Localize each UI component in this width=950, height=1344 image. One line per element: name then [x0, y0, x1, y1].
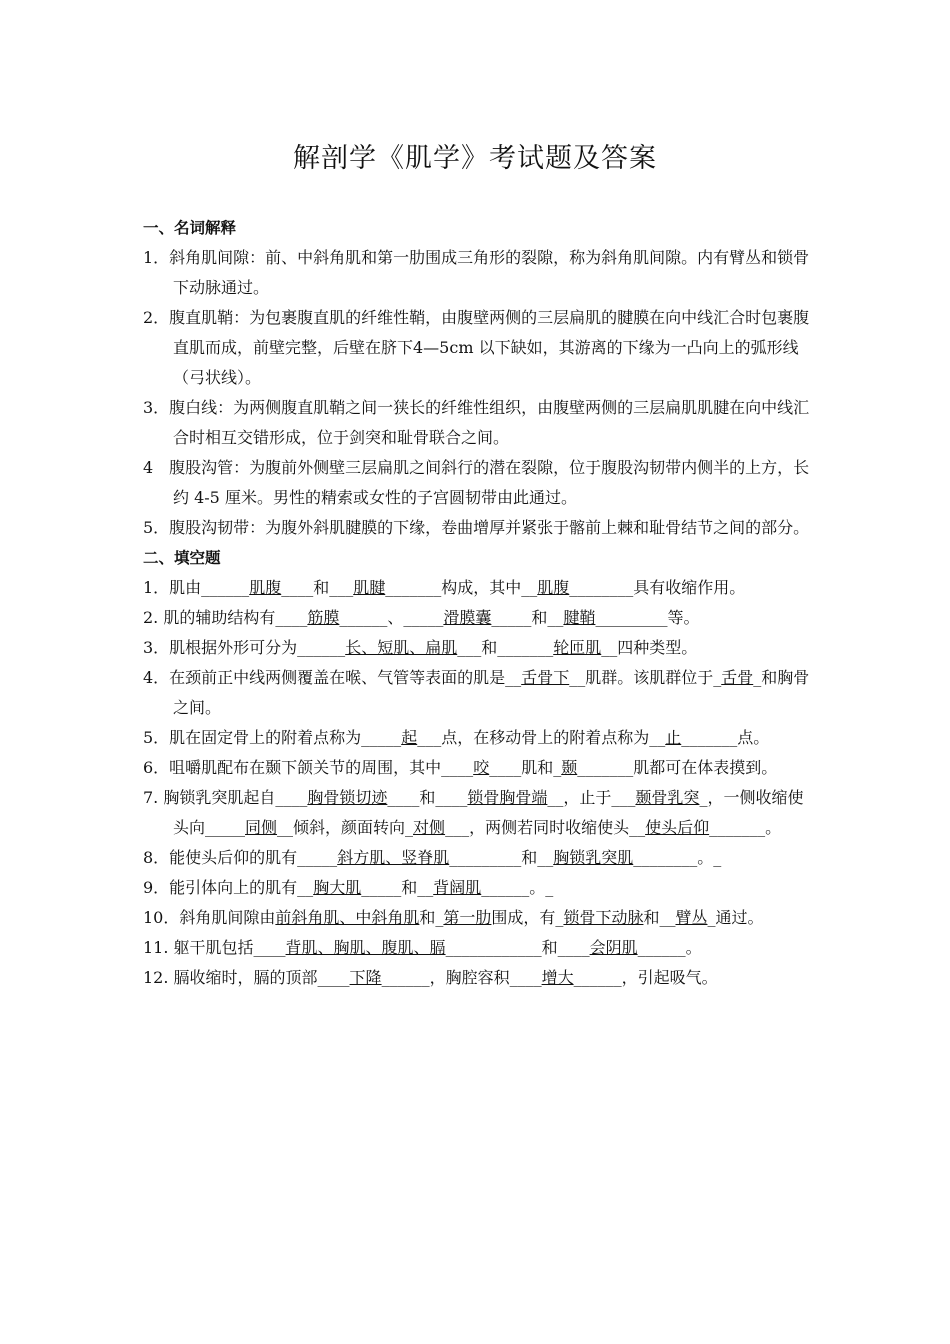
question-text: __倾斜，颜面转向_: [277, 818, 414, 837]
answer-text: 轮匝肌: [553, 638, 602, 657]
answer-text: 对侧: [413, 818, 446, 837]
answer-text: 前斜角肌、中斜角肌: [275, 908, 420, 927]
question-text: _________和__: [449, 848, 554, 867]
question-text: 1．肌由______: [143, 578, 250, 597]
answer-text: 筋膜: [307, 608, 340, 627]
question-text: ____和___: [281, 578, 354, 597]
question-text: _和胸骨之间。: [173, 668, 810, 717]
question-text: ______，胸腔容积____: [381, 968, 542, 987]
section-heading-fill-blank: 二、填空题: [143, 549, 221, 567]
section-heading-definitions: 一、名词解释: [143, 219, 237, 237]
question-text: 4．在颈前正中线两侧覆盖在喉、气管等表面的肌是__: [143, 668, 522, 687]
question-text: ______。: [637, 938, 702, 957]
question-text: _通过。: [707, 908, 764, 927]
answer-text: 第一肋: [443, 908, 492, 927]
fill-question-9: [143, 873, 811, 903]
answer-text: 腱鞘: [563, 608, 596, 627]
fill-question-8: [143, 843, 811, 873]
answer-text: 斜方肌、竖脊肌: [337, 848, 450, 867]
question-text: ____________和____: [445, 938, 590, 957]
answer-text: 肌腹: [537, 578, 570, 597]
question-text: 2. 肌的辅助结构有____: [143, 608, 308, 627]
definition-item: 3．腹白线：为两侧腹直肌鞘之间一狭长的纤维性组织，由腹壁两侧的三层扁肌肌腱在向中线汇合时相互交错形成，位于剑突和耻骨联合之间。: [143, 398, 810, 447]
answer-text: 锁骨胸骨端: [467, 788, 548, 807]
question-text: _______点。: [681, 728, 770, 747]
answer-text: 锁骨下动脉: [563, 908, 644, 927]
question-text: 8．能使头后仰的肌有_____: [143, 848, 338, 867]
answer-text: 背阔肌: [433, 878, 482, 897]
answer-text: 背肌、胸肌、腹肌、膈: [285, 938, 446, 957]
question-text: 10．斜角肌间隙由: [143, 908, 276, 927]
question-text: ___和_______: [457, 638, 554, 657]
question-text: 11. 躯干肌包括____: [143, 938, 286, 957]
definition-item: 5．腹股沟韧带：为腹外斜肌腱膜的下缘，卷曲增厚并紧张于髂前上棘和耻骨结节之间的部分。: [143, 518, 810, 537]
answer-text: 舌骨下: [521, 668, 570, 687]
question-text: __肌群。该肌群位于_: [569, 668, 722, 687]
definition-item: 2．腹直肌鞘：为包裹腹直肌的纤维性鞘，由腹壁两侧的三层扁肌的腱膜在向中线汇合时包裹腹直肌而成，前壁完整，后壁在脐下4—5cm 以下缺如，其游离的下缘为一凸向上的弧形线（弓状线）。: [143, 308, 810, 387]
question-text: __四种类型。: [601, 638, 698, 657]
answer-text: 长、短肌、扁肌: [345, 638, 458, 657]
question-text: __，止于___: [547, 788, 636, 807]
question-text: ________。_: [633, 848, 722, 867]
question-text: ______，引起吸气。: [573, 968, 718, 987]
fill-question-1: [143, 573, 811, 603]
fill-question-5: [143, 723, 811, 753]
answer-text: 臂丛: [675, 908, 708, 927]
definition-item: 1．斜角肌间隙：前、中斜角肌和第一肋围成三角形的裂隙，称为斜角肌间隙。内有臂丛和锁骨下动脉通过。: [143, 248, 810, 297]
question-text: ___点，在移动骨上的附着点称为__: [417, 728, 666, 747]
question-text: 和_: [419, 908, 444, 927]
question-text: ___，两侧若同时收缩使头__: [445, 818, 646, 837]
answer-text: 胸骨锁切迹: [307, 788, 388, 807]
question-text: _____和__: [491, 608, 564, 627]
fill-question-3: [143, 633, 811, 663]
fill-question-4: [143, 663, 811, 723]
question-text: _____和__: [361, 878, 434, 897]
answer-text: 颞: [561, 758, 578, 777]
fill-question-12: [143, 963, 811, 993]
answer-text: 肌腱: [353, 578, 386, 597]
question-text: _______肌都可在体表摸到。: [577, 758, 778, 777]
fill-question-7: [143, 783, 811, 843]
question-text: 7. 胸锁乳突肌起自____: [143, 788, 308, 807]
fill-question-2: [143, 603, 811, 633]
answer-text: 同侧: [245, 818, 278, 837]
question-text: ______。_: [481, 878, 554, 897]
question-text: 5．肌在固定骨上的附着点称为_____: [143, 728, 402, 747]
question-text: 12. 膈收缩时，膈的顶部____: [143, 968, 350, 987]
fill-question-6: [143, 753, 811, 783]
answer-text: 滑膜囊: [443, 608, 492, 627]
question-text: ____和____: [387, 788, 468, 807]
answer-text: 使头后仰: [645, 818, 710, 837]
question-text: _，一侧收缩使头向_____: [173, 788, 804, 837]
answer-text: 肌腹: [249, 578, 282, 597]
answer-text: 会阴肌: [589, 938, 638, 957]
answer-text: 咬: [473, 758, 490, 777]
answer-text: 起: [401, 728, 418, 747]
question-text: 3．肌根据外形可分为______: [143, 638, 346, 657]
question-text: ________具有收缩作用。: [569, 578, 746, 597]
fill-question-11: [143, 933, 811, 963]
answer-text: 舌骨: [721, 668, 754, 687]
question-text: _________等。: [595, 608, 700, 627]
question-text: ______、_____: [339, 608, 444, 627]
question-text: 6．咀嚼肌配布在颞下颌关节的周围，其中____: [143, 758, 474, 777]
answer-text: 下降: [349, 968, 382, 987]
question-text: ____肌和_: [489, 758, 562, 777]
document-body: [143, 213, 811, 993]
fill-question-10: [143, 903, 811, 933]
question-text: _______构成，其中__: [385, 578, 538, 597]
answer-text: 胸锁乳突肌: [553, 848, 634, 867]
answer-text: 胸大肌: [313, 878, 362, 897]
question-text: 9．能引体向上的肌有__: [143, 878, 314, 897]
question-text: 和__: [643, 908, 676, 927]
answer-text: 止: [665, 728, 682, 747]
question-text: _______。: [709, 818, 782, 837]
definition-item: 4 腹股沟管：为腹前外侧壁三层扁肌之间斜行的潜在裂隙，位于腹股沟韧带内侧半的上方，长约 4-5 厘米。男性的精索或女性的子宫圆韧带由此通过。: [143, 458, 810, 507]
question-text: 围成，有_: [491, 908, 564, 927]
answer-text: 增大: [541, 968, 574, 987]
answer-text: 颞骨乳突: [635, 788, 700, 807]
page-title: 解剖学《肌学》考试题及答案: [293, 143, 657, 174]
